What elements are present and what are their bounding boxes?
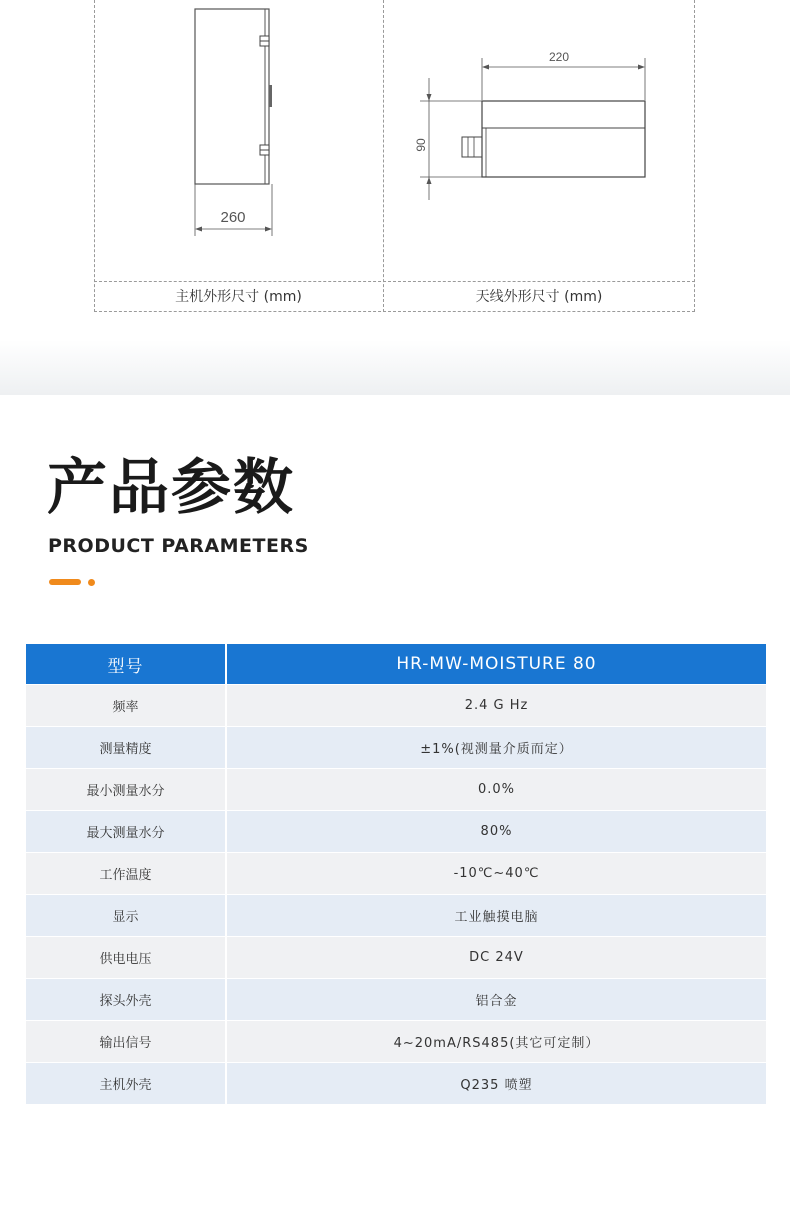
table-row: [26, 769, 766, 811]
param-label: 探头外壳: [26, 979, 227, 1021]
host-dimension-caption: 主机外形尺寸 (mm): [175, 289, 302, 305]
param-value: DC 24V: [227, 937, 766, 979]
param-value: 铝合金: [227, 979, 766, 1021]
header-label-cell: 型号: [26, 644, 227, 685]
caption-top-line: [94, 281, 695, 282]
param-value: 0.0%: [227, 769, 766, 811]
param-label: 主机外壳: [26, 1063, 227, 1105]
dimension-drawings-section: [0, 0, 790, 395]
table-row: [26, 1021, 766, 1063]
param-label: 最小测量水分: [26, 769, 227, 811]
param-value: 2.4 G Hz: [227, 685, 766, 727]
param-value: 工业触摸电脑: [227, 895, 766, 937]
table-row: [26, 1063, 766, 1105]
antenna-dimension-caption: 天线外形尺寸 (mm): [475, 289, 603, 305]
param-label: 频率: [26, 685, 227, 727]
product-parameters-section: [0, 405, 790, 1214]
table-row: [26, 979, 766, 1021]
antenna-dimension-drawing: [94, 0, 695, 280]
param-value: -10℃~40℃: [227, 853, 766, 895]
param-label: 供电电压: [26, 937, 227, 979]
table-row: [26, 685, 766, 727]
param-value: 4~20mA/RS485(其它可定制）: [227, 1021, 766, 1063]
accent-dot: [88, 579, 95, 586]
param-label: 最大测量水分: [26, 811, 227, 853]
table-row: [26, 895, 766, 937]
host-dimension-label: 260: [220, 209, 246, 226]
param-label: 测量精度: [26, 727, 227, 769]
parameters-table: [26, 644, 766, 1105]
table-row: [26, 937, 766, 979]
header-value-cell: HR-MW-MOISTURE 80: [227, 644, 766, 685]
param-label: 显示: [26, 895, 227, 937]
table-header-row: [26, 644, 766, 685]
accent-bar: [49, 579, 81, 585]
drawing-frame: [94, 0, 695, 312]
table-row: [26, 727, 766, 769]
param-label: 工作温度: [26, 853, 227, 895]
antenna-width-label: 220: [548, 50, 570, 64]
table-row: [26, 853, 766, 895]
antenna-height-label: 90: [414, 138, 428, 152]
param-label: 输出信号: [26, 1021, 227, 1063]
caption-bottom-line: [94, 311, 695, 312]
param-value: ±1%(视测量介质而定）: [227, 727, 766, 769]
param-value: Q235 喷塑: [227, 1063, 766, 1105]
table-row: [26, 811, 766, 853]
section-title-chinese: 产品参数: [47, 453, 295, 523]
param-value: 80%: [227, 811, 766, 853]
section-title-english: PRODUCT PARAMETERS: [48, 535, 309, 557]
